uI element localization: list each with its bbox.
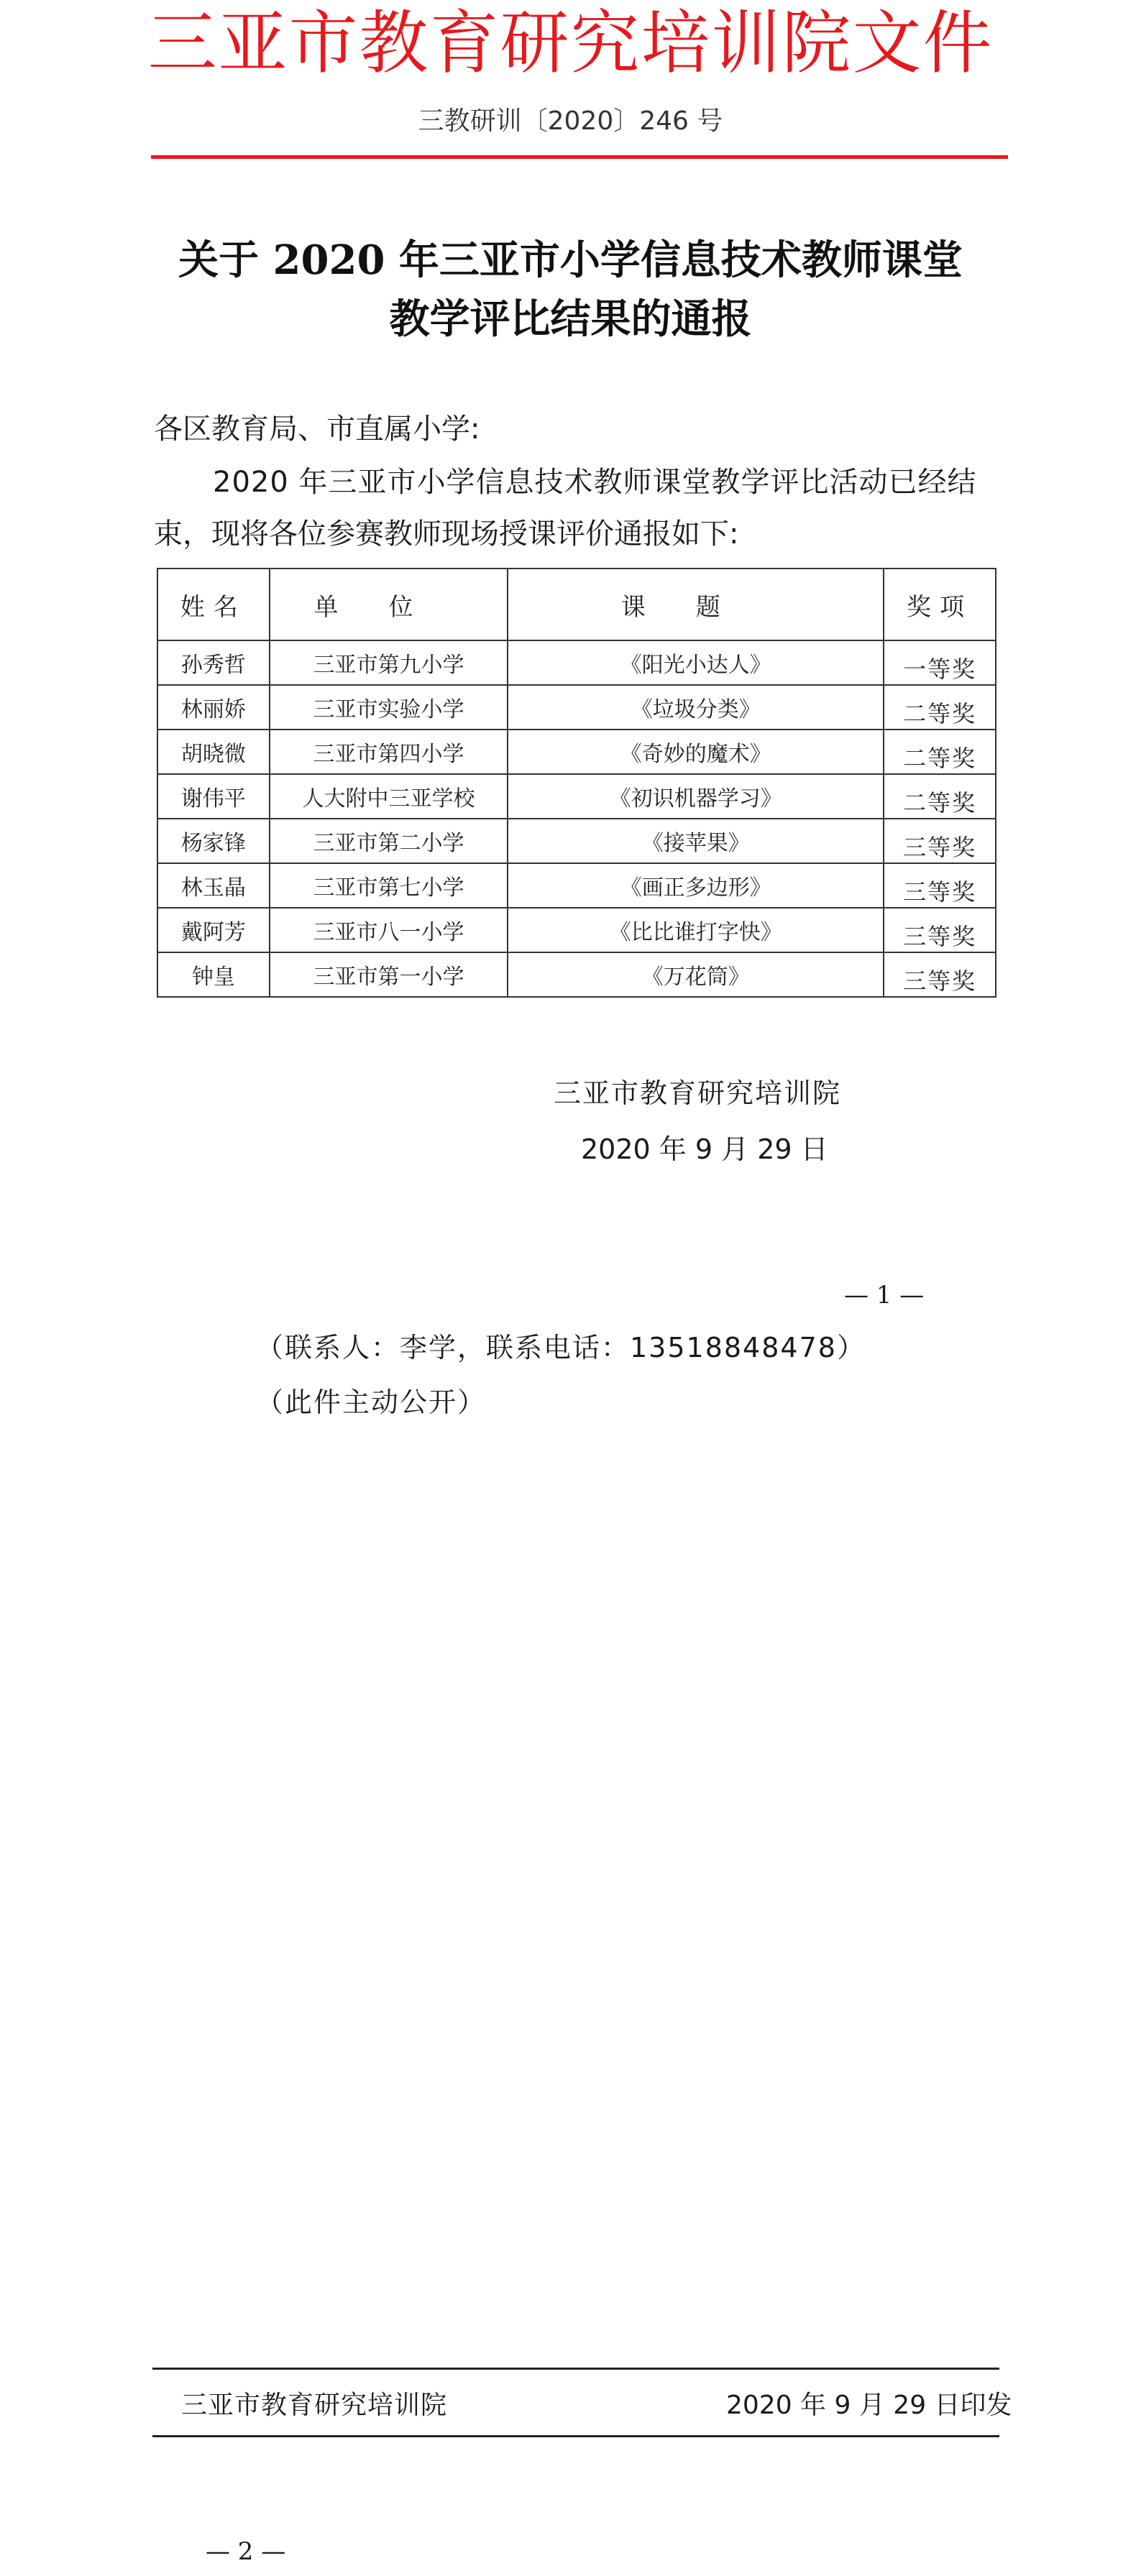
red-divider [151,155,1008,159]
cell-unit: 三亚市第九小学 [270,640,508,685]
footer-top-line [152,2368,999,2370]
header-name: 姓名 [157,569,270,640]
cell-award: 三等奖 [884,819,996,863]
table-row [157,685,996,730]
masthead: 三亚市教育研究培训院文件 [147,3,994,83]
document-number: 三教研训〔2020〕246 号 [418,106,723,136]
cell-topic: 《初识机器学习》 [508,774,884,819]
awards-table [157,568,996,998]
cell-topic: 《比比谁打字快》 [508,908,884,952]
signature-date: 2020 年 9 月 29 日 [581,1133,828,1165]
table-row [157,819,996,863]
cell-unit: 三亚市第四小学 [270,730,508,774]
signature-org: 三亚市教育研究培训院 [554,1077,842,1109]
cell-unit: 三亚市实验小学 [270,685,508,730]
salutation: 各区教育局、市直属小学: [154,413,480,446]
cell-award: 一等奖 [884,640,996,685]
cell-name: 杨家锋 [157,819,270,863]
cell-name: 戴阿芳 [157,908,270,952]
paragraph-line-1: 2020 年三亚市小学信息技术教师课堂教学评比活动已经结 [213,466,977,499]
page-number-2: — 2 — [206,2537,286,2566]
cell-unit: 三亚市第一小学 [270,952,508,997]
cell-topic: 《万花筒》 [508,952,884,997]
cell-award: 二等奖 [884,730,996,774]
cell-topic: 《垃圾分类》 [508,685,884,730]
footer-org: 三亚市教育研究培训院 [181,2391,448,2420]
title-line-1: 关于 2020 年三亚市小学信息技术教师课堂 [178,236,963,284]
cell-name: 胡晓微 [157,730,270,774]
cell-name: 林丽娇 [157,685,270,730]
table-row [157,774,996,819]
cell-unit: 三亚市第二小学 [270,819,508,863]
footer-bottom-line [152,2435,999,2437]
cell-topic: 《画正多边形》 [508,863,884,908]
cell-topic: 《接苹果》 [508,819,884,863]
table-header-row [157,569,996,640]
cell-award: 二等奖 [884,685,996,730]
header-award: 奖项 [884,569,996,640]
cell-topic: 《阳光小达人》 [508,640,884,685]
cell-unit: 三亚市第七小学 [270,863,508,908]
public-notice: （此件主动公开） [256,1386,487,1418]
cell-award: 三等奖 [884,908,996,952]
title-line-2: 教学评比结果的通报 [389,295,752,343]
table-row [157,640,996,685]
cell-unit: 人大附中三亚学校 [270,774,508,819]
cell-award: 二等奖 [884,774,996,819]
table-row [157,908,996,952]
cell-name: 钟皇 [157,952,270,997]
cell-award: 三等奖 [884,952,996,997]
cell-name: 孙秀哲 [157,640,270,685]
table-row [157,952,996,997]
header-unit: 单位 [270,569,508,640]
cell-award: 三等奖 [884,863,996,908]
header-topic: 课题 [508,569,884,640]
table-row [157,730,996,774]
footer-printed-date: 2020 年 9 月 29 日印发 [726,2391,1012,2420]
contact-line: （联系人：李学，联系电话：13518848478） [256,1332,866,1363]
cell-topic: 《奇妙的魔术》 [508,730,884,774]
page-number-1: — 1 — [844,1281,925,1310]
paragraph-line-2: 束，现将各位参赛教师现场授课评价通报如下: [154,518,739,551]
cell-name: 谢伟平 [157,774,270,819]
cell-name: 林玉晶 [157,863,270,908]
table-row [157,863,996,908]
cell-unit: 三亚市八一小学 [270,908,508,952]
